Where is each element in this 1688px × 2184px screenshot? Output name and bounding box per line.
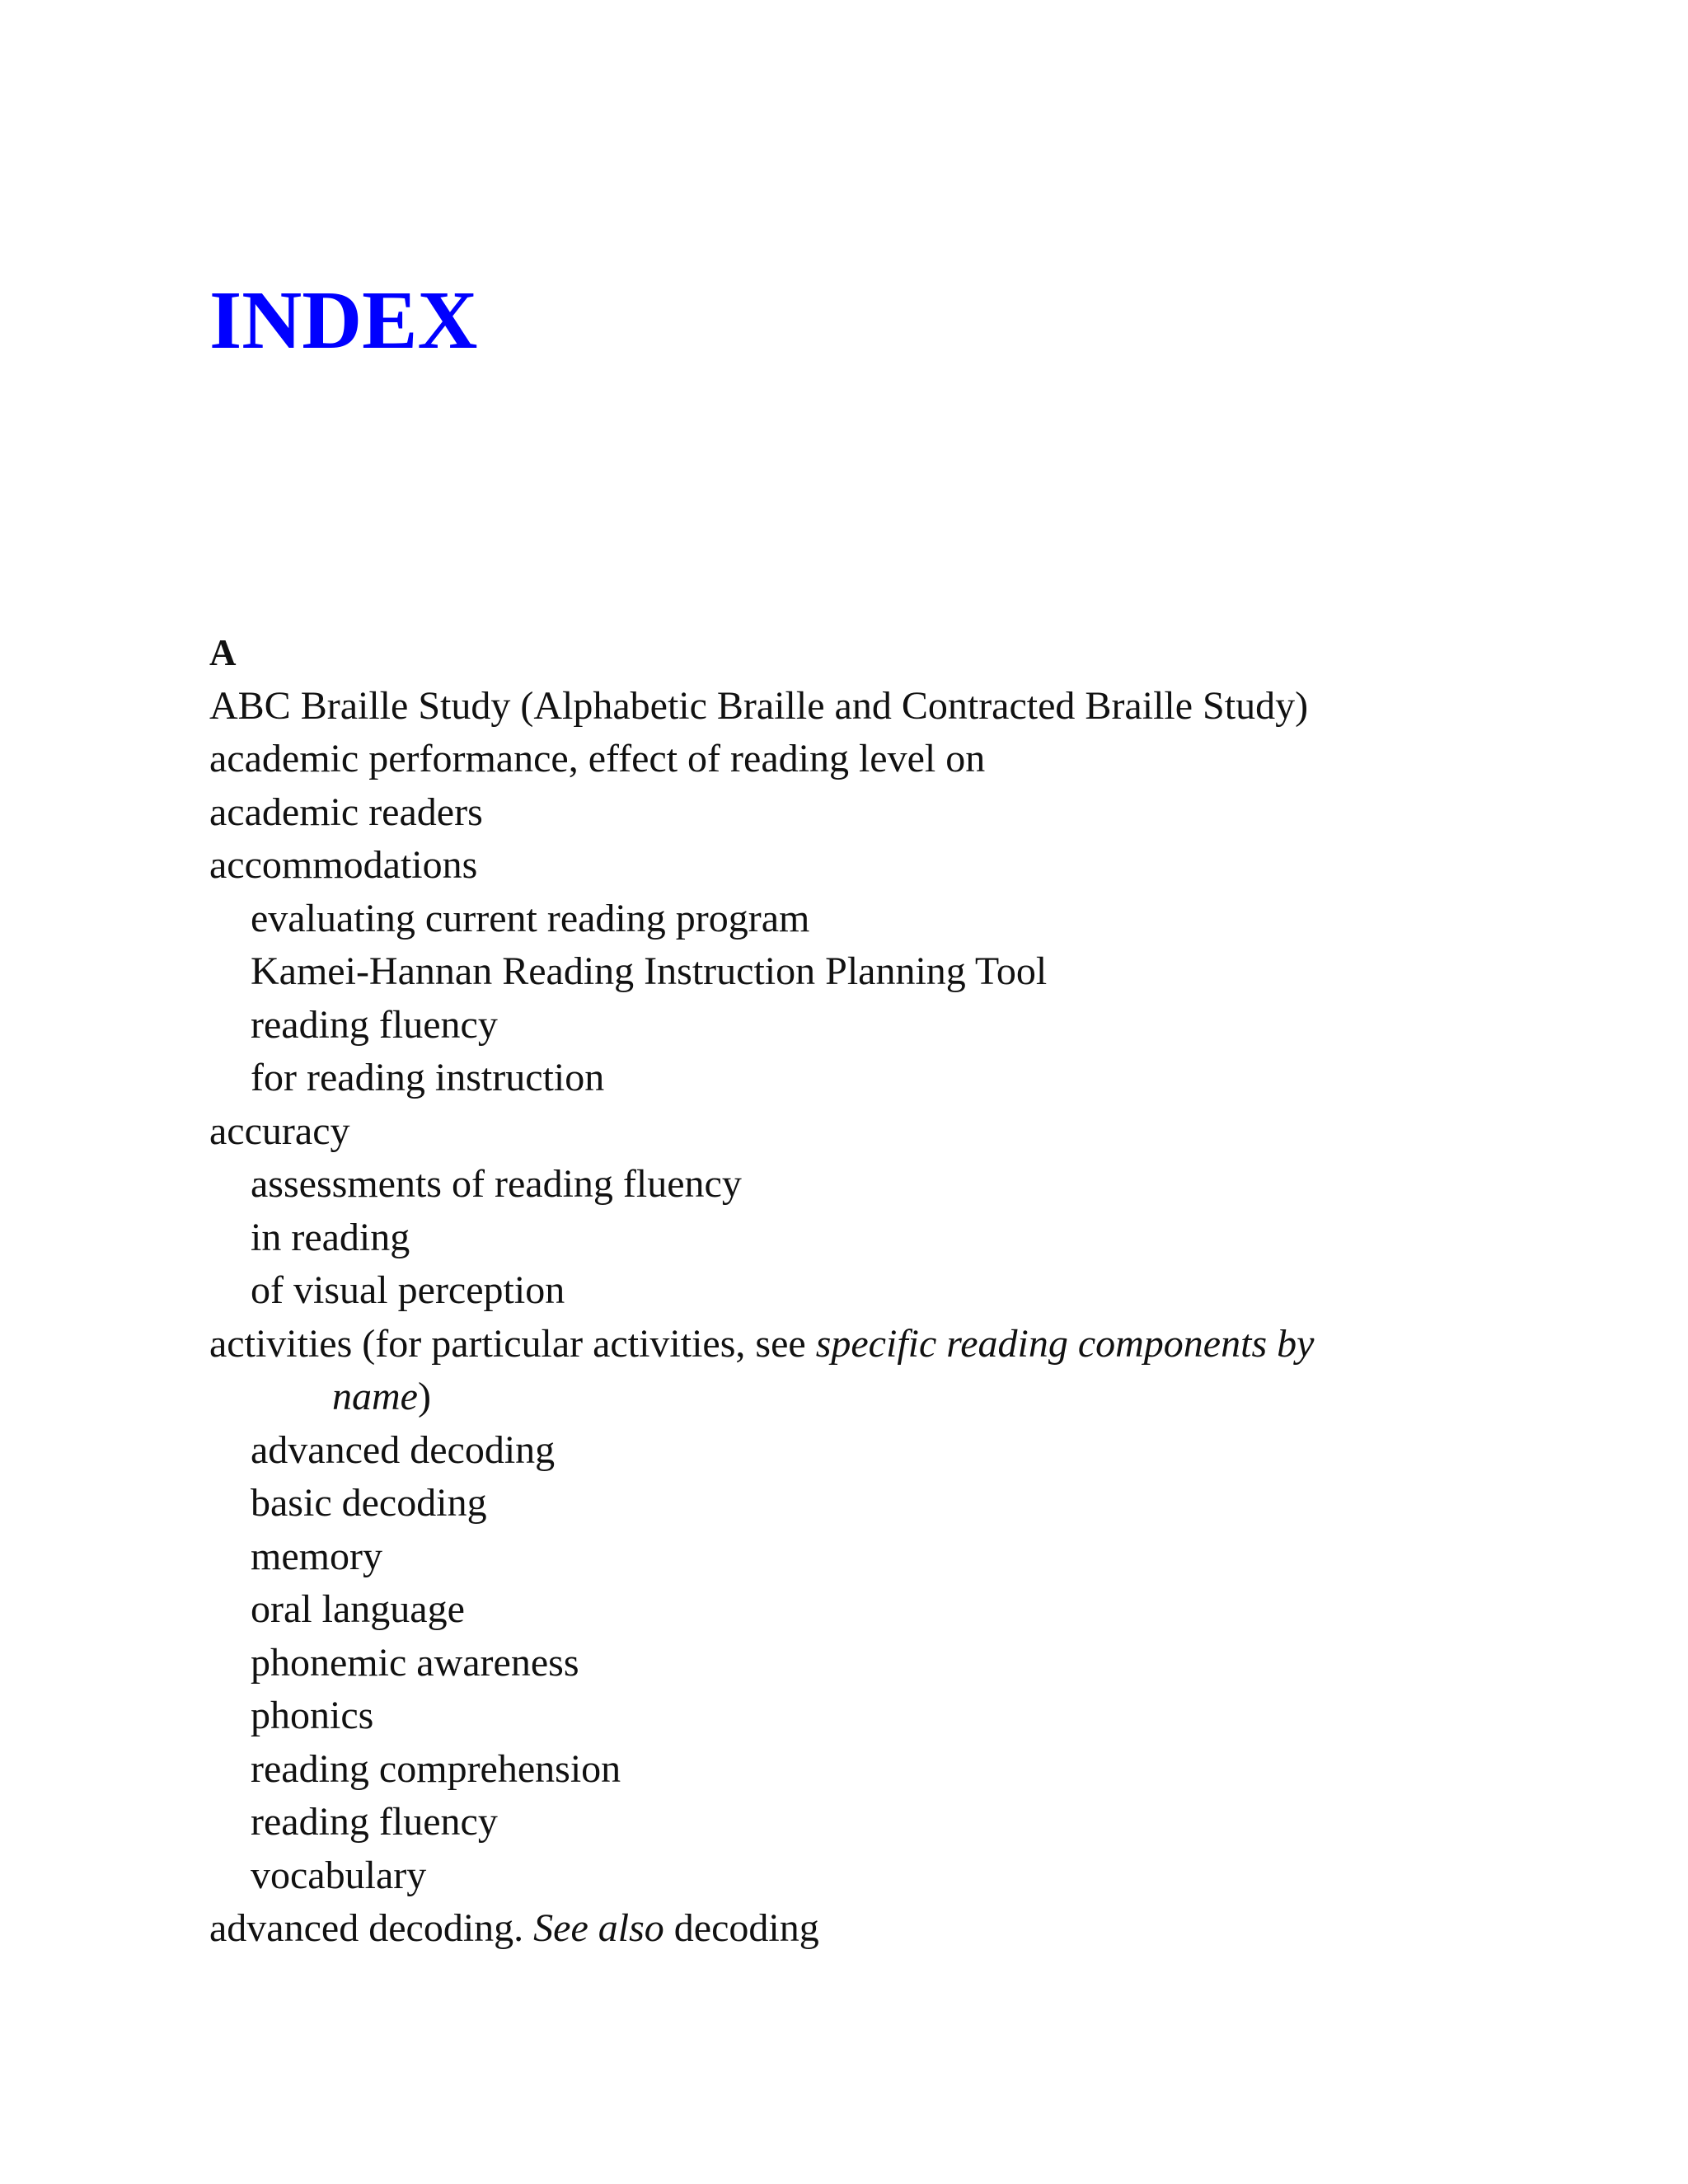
index-subentry — [209, 1637, 1528, 1690]
index-entry — [209, 1105, 1528, 1159]
entry-text: reading fluency — [251, 1002, 498, 1047]
entry-text-italic: See also — [533, 1906, 664, 1950]
index-subentry — [209, 1424, 1528, 1478]
index-subentry — [209, 1743, 1528, 1797]
entry-text: vocabulary — [251, 1853, 427, 1897]
entry-text: phonemic awareness — [251, 1640, 579, 1685]
index-section — [209, 626, 1528, 1956]
index-subentry — [209, 1796, 1528, 1849]
index-subentry — [209, 1212, 1528, 1265]
entry-text: memory — [251, 1534, 382, 1578]
entry-text-italic: specific reading components by — [815, 1321, 1315, 1366]
index-subentry — [209, 893, 1528, 946]
entry-text: in reading — [251, 1215, 410, 1259]
index-entry — [209, 1902, 1528, 1956]
entry-text: Kamei-Hannan Reading Instruction Planning Tool — [251, 949, 1048, 993]
index-subentry — [209, 1477, 1528, 1530]
index-subentry — [209, 999, 1528, 1052]
index-entry — [209, 1318, 1528, 1371]
entry-text: ABC Braille Study (Alphabetic Braille and Contracted Braille Study) — [209, 683, 1309, 728]
index-entry — [209, 680, 1528, 733]
entry-text: of visual perception — [251, 1268, 565, 1312]
index-entry — [209, 786, 1528, 840]
index-entry — [209, 839, 1528, 893]
index-entries — [209, 680, 1528, 1956]
entry-text: for reading instruction — [251, 1056, 605, 1099]
entry-text: activities (for particular activities, see — [209, 1321, 816, 1366]
index-subentry — [209, 1052, 1528, 1105]
index-subentry — [209, 945, 1528, 999]
entry-text: academic readers — [209, 790, 483, 834]
entry-text: reading comprehension — [251, 1746, 621, 1791]
index-subentry — [209, 1530, 1528, 1584]
entry-text: decoding — [663, 1906, 819, 1950]
entry-text: assessments of reading fluency — [251, 1162, 742, 1206]
entry-text: phonics — [251, 1694, 374, 1737]
entry-text: accommodations — [209, 843, 478, 887]
entry-text: advanced decoding. — [209, 1906, 534, 1950]
page-title: INDEX — [209, 274, 478, 366]
entry-text: evaluating current reading program — [251, 896, 810, 940]
index-subentry — [209, 1158, 1528, 1212]
index-subentry — [209, 1264, 1528, 1318]
index-subentry — [209, 1690, 1528, 1743]
entry-text: accuracy — [209, 1108, 350, 1153]
entry-text: oral language — [251, 1587, 465, 1631]
section-letter: A — [209, 632, 237, 673]
entry-text: basic decoding — [251, 1481, 487, 1525]
entry-text: advanced decoding — [251, 1427, 556, 1472]
entry-text: academic performance, effect of reading level on — [209, 737, 986, 780]
index-entry-continuation — [209, 1371, 1528, 1424]
index-subentry — [209, 1583, 1528, 1637]
entry-text: reading fluency — [251, 1800, 498, 1844]
index-entry — [209, 733, 1528, 786]
entry-text-italic: name — [332, 1375, 418, 1418]
index-subentry — [209, 1849, 1528, 1903]
entry-text: ) — [417, 1375, 431, 1418]
